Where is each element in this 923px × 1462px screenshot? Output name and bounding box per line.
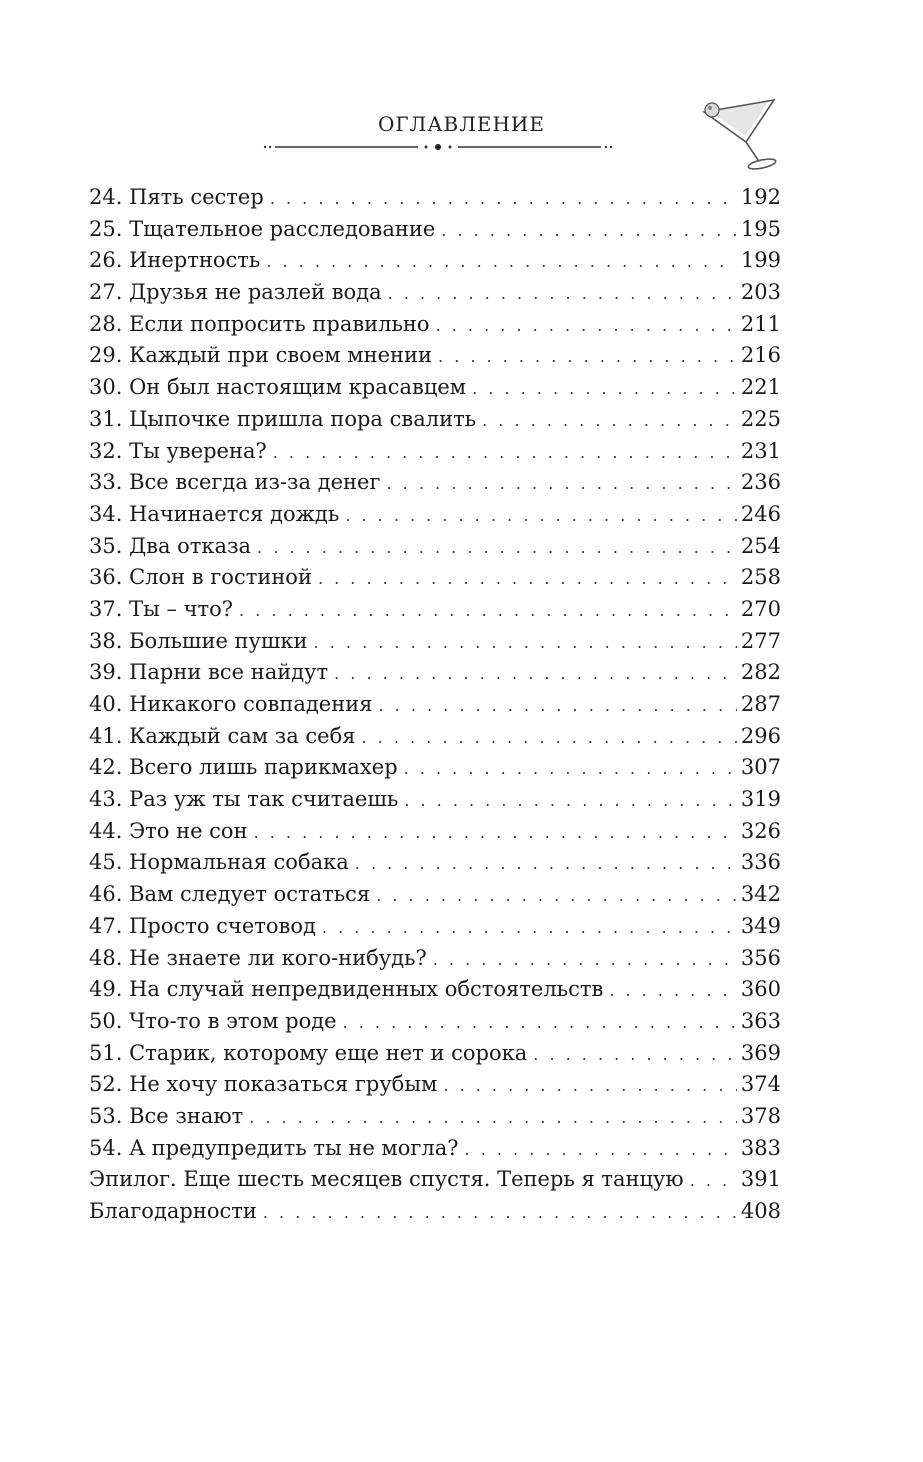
toc-entry xyxy=(89,594,781,626)
toc-entry-page: 270 xyxy=(740,596,781,621)
toc-leader-dots xyxy=(482,405,737,437)
toc-entry-page: 216 xyxy=(740,343,781,368)
toc-entry xyxy=(89,277,781,309)
toc-entry-page: 360 xyxy=(740,977,781,1002)
toc-leader-dots xyxy=(263,1197,737,1229)
toc-entry-page: 221 xyxy=(740,375,781,400)
toc-entry-title: 24. Пять сестер xyxy=(89,182,270,214)
page-title: ОГЛАВЛЕНИЕ xyxy=(378,112,545,136)
toc-leader-dots xyxy=(266,246,737,278)
toc-entry-page: 195 xyxy=(740,216,781,241)
toc-entry xyxy=(89,1133,781,1165)
toc-leader-dots xyxy=(438,341,737,373)
toc-entry-title: 39. Парни все найдут xyxy=(89,657,334,689)
toc-entry xyxy=(89,562,781,594)
toc-leader-dots xyxy=(334,658,737,690)
toc-entry-title: 34. Начинается дождь xyxy=(89,499,345,531)
toc-leader-dots xyxy=(376,880,737,912)
toc-entry-title: 46. Вам следует остаться xyxy=(89,879,376,911)
toc-leader-dots xyxy=(388,278,737,310)
toc-entry-title: 25. Тщательное расследование xyxy=(89,214,441,246)
toc-entry-title: 27. Друзья не разлей вода xyxy=(89,277,388,309)
toc-entry xyxy=(89,467,781,499)
toc-entry-title: 29. Каждый при своем мнении xyxy=(89,340,438,372)
toc-entry xyxy=(89,689,781,721)
toc-entry-title: 40. Никакого совпадения xyxy=(89,689,378,721)
toc-entry xyxy=(89,404,781,436)
toc-entry xyxy=(89,816,781,848)
toc-entry-page: 383 xyxy=(740,1135,781,1160)
toc-entry xyxy=(89,1069,781,1101)
toc-entry-page: 225 xyxy=(740,406,781,431)
toc-entry xyxy=(89,245,781,277)
toc-entry xyxy=(89,1038,781,1070)
toc-leader-dots xyxy=(436,310,737,342)
toc-entry-title: 51. Старик, которому еще нет и сорока xyxy=(89,1038,533,1070)
toc-entry xyxy=(89,847,781,879)
toc-entry-page: 296 xyxy=(740,723,781,748)
toc-entry-title: Эпилог. Еще шесть месяцев спустя. Теперь я танцую xyxy=(89,1164,690,1196)
toc-entry xyxy=(89,911,781,943)
toc-entry-title: 43. Раз уж ты так считаешь xyxy=(89,784,404,816)
toc-entry-title: 47. Просто счетовод xyxy=(89,911,322,943)
toc-leader-dots xyxy=(533,1039,737,1071)
toc-entry-page: 236 xyxy=(740,470,781,495)
martini-glass-icon xyxy=(694,92,790,176)
toc-entry-page: 408 xyxy=(740,1199,781,1223)
toc-leader-dots xyxy=(322,912,737,944)
toc-entry-title: 50. Что-то в этом роде xyxy=(89,1006,343,1038)
toc-leader-dots xyxy=(387,468,737,500)
toc-entry-page: 391 xyxy=(740,1167,781,1192)
toc-leader-dots xyxy=(362,722,737,754)
toc-entry-page: 336 xyxy=(740,850,781,875)
toc-entry-title: 35. Два отказа xyxy=(89,531,257,563)
toc-leader-dots xyxy=(404,785,737,817)
toc-entry-page: 363 xyxy=(740,1008,781,1033)
toc-entry xyxy=(89,1006,781,1038)
toc-leader-dots xyxy=(257,532,737,564)
toc-entry-title: 33. Все всегда из-за денег xyxy=(89,467,387,499)
toc-entry-title: 44. Это не сон xyxy=(89,816,254,848)
toc-entry xyxy=(89,974,781,1006)
toc-entry-title: 37. Ты – что? xyxy=(89,594,239,626)
toc-entry-page: 349 xyxy=(740,913,781,938)
toc-entry xyxy=(89,436,781,468)
toc-entry-page: 307 xyxy=(740,755,781,780)
toc-leader-dots xyxy=(249,1102,737,1134)
toc-entry xyxy=(89,499,781,531)
toc-leader-dots xyxy=(433,944,737,976)
toc-entry xyxy=(89,182,781,214)
toc-entry-page: 277 xyxy=(740,628,781,653)
toc-leader-dots xyxy=(404,753,737,785)
toc-entry-title: 52. Не хочу показаться грубым xyxy=(89,1069,443,1101)
toc-entry xyxy=(89,943,781,975)
toc-entry-page: 211 xyxy=(740,311,781,336)
toc-entry-page: 326 xyxy=(740,818,781,843)
toc-entry xyxy=(89,721,781,753)
toc-leader-dots xyxy=(239,595,737,627)
toc-entry-page: 203 xyxy=(740,280,781,305)
toc-entry xyxy=(89,1101,781,1133)
toc-entry-title: 36. Слон в гостиной xyxy=(89,562,318,594)
toc-entry xyxy=(89,626,781,658)
toc-entry xyxy=(89,1196,781,1228)
toc-entry-page: 282 xyxy=(740,660,781,685)
toc-leader-dots xyxy=(254,817,737,849)
toc-entry-page: 287 xyxy=(740,692,781,716)
toc-entry-page: 231 xyxy=(740,438,781,463)
toc-leader-dots xyxy=(345,500,737,532)
toc-entry-title: 54. А предупредить ты не могла? xyxy=(89,1133,465,1165)
toc-leader-dots xyxy=(314,627,737,659)
toc-entry xyxy=(89,309,781,341)
toc-entry xyxy=(89,1164,781,1196)
toc-entry-page: 246 xyxy=(740,501,781,526)
toc-entry-page: 258 xyxy=(740,565,781,590)
toc-leader-dots xyxy=(443,1070,737,1102)
toc-entry xyxy=(89,657,781,689)
toc-entry xyxy=(89,340,781,372)
toc-entry xyxy=(89,784,781,816)
toc-entry-title: 28. Если попросить правильно xyxy=(89,309,436,341)
toc-entry xyxy=(89,372,781,404)
toc-entry-title: 26. Инертность xyxy=(89,245,266,277)
toc-entry-title: 53. Все знают xyxy=(89,1101,249,1133)
toc-entry-page: 319 xyxy=(740,787,781,812)
toc-leader-dots xyxy=(690,1165,737,1197)
toc-entry-title: Благодарности xyxy=(89,1196,263,1228)
toc-leader-dots xyxy=(355,848,737,880)
table-of-contents xyxy=(89,182,781,1228)
toc-leader-dots xyxy=(441,215,737,247)
toc-leader-dots xyxy=(465,1134,737,1166)
toc-entry-title: 30. Он был настоящим красавцем xyxy=(89,372,472,404)
toc-entry xyxy=(89,531,781,563)
toc-entry-title: 42. Всего лишь парикмахер xyxy=(89,752,404,784)
toc-entry xyxy=(89,752,781,784)
toc-entry-title: 45. Нормальная собака xyxy=(89,847,355,879)
toc-entry-title: 49. На случай непредвиденных обстоятельств xyxy=(89,974,609,1006)
toc-leader-dots xyxy=(609,975,737,1007)
toc-entry xyxy=(89,879,781,911)
toc-entry-title: 32. Ты уверена? xyxy=(89,436,273,468)
toc-entry-page: 254 xyxy=(740,533,781,558)
toc-entry-title: 48. Не знаете ли кого-нибудь? xyxy=(89,943,433,975)
toc-entry-title: 31. Цыпочке пришла пора свалить xyxy=(89,404,482,436)
toc-leader-dots xyxy=(378,690,736,722)
toc-entry-page: 199 xyxy=(740,248,781,273)
toc-leader-dots xyxy=(273,437,737,469)
toc-leader-dots xyxy=(318,563,737,595)
toc-entry-title: 38. Большие пушки xyxy=(89,626,314,658)
toc-leader-dots xyxy=(270,183,737,215)
toc-entry-page: 369 xyxy=(740,1040,781,1065)
toc-leader-dots xyxy=(343,1007,737,1039)
toc-entry-page: 374 xyxy=(740,1072,781,1097)
toc-entry-page: 356 xyxy=(740,945,781,970)
toc-entry xyxy=(89,214,781,246)
toc-entry-page: 378 xyxy=(740,1103,781,1128)
toc-leader-dots xyxy=(472,373,737,405)
toc-entry-page: 192 xyxy=(740,185,781,209)
ornamental-divider xyxy=(262,142,614,152)
toc-entry-page: 342 xyxy=(740,882,781,907)
toc-entry-title: 41. Каждый сам за себя xyxy=(89,721,362,753)
